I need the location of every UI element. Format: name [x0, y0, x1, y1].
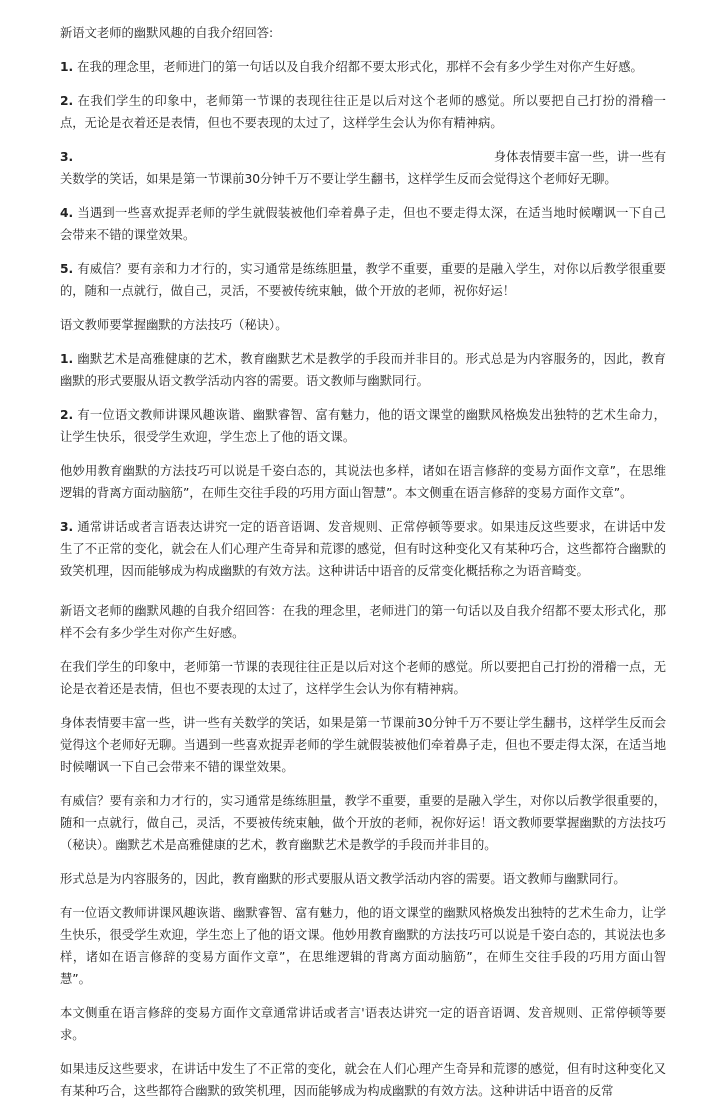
summary-paragraph: 本文侧重在语言修辞的变易方面作文章通常讲话或者言'语表达讲究一定的语音语调、发音规则、正常停顿等要求。 [60, 1006, 666, 1042]
item-number: 5. [60, 262, 74, 276]
summary-paragraph: 如果违反这些要求，在讲话中发生了不正常的变化，就会在人们心理产生奇异和荒谬的感觉，但有时这种变化又有某种巧合，这些都符合幽默的致笑机理，因而能够成为构成幽默的有效方法。这种讲话中语音的反常 [60, 1062, 666, 1098]
method-title: 语文教师要掌握幽默的方法技巧（秘诀）。 [60, 318, 288, 332]
item-number: 2. [60, 94, 74, 108]
item-number: 3. [60, 520, 74, 534]
item-number: 2. [60, 408, 74, 422]
intro-title: 新语文老师的幽默风趣的自我介绍回答: [60, 26, 274, 40]
method-item-3: 3. 通常讲话或者言语表达讲究一定的语音语调、发音规则、正常停顿等要求。如果违反这些要求，在讲话中发生了不正常的变化，就会在人们心理产生奇异和荒谬的感觉，但有时这种变化又有某种巧合，这些都符合幽默的致笑机理，因而能够成为构成幽默的有效方法。这种讲话中语音的反常变化概括称之为语音畸变。 [60, 520, 666, 578]
method-item-1: 1. 幽默艺术是高雅健康的艺术，教育幽默艺术是教学的手段而并非目的。形式总是为内容服务的，因此，教育幽默的形式要服从语文教学活动内容的需要。语文教师与幽默同行。 [60, 352, 666, 388]
list-item-2: 2. 在我们学生的印象中，老师第一节课的表现往往正是以后对这个老师的感觉。所以要把自己打扮的滑稽一点，无论是衣着还是表情，但也不要表现的太过了，这样学生会认为你有精神病。 [60, 94, 666, 130]
summary-paragraph: 形式总是为内容服务的，因此，教育幽默的形式要服从语文教学活动内容的需要。语文教师与幽默同行。 [60, 872, 626, 886]
summary-paragraph: 有威信？要有亲和力才行的，实习通常是练练胆量，教学不重要，重要的是融入学生，对你以后教学很重要的，随和一点就行，做自己，灵活，不要被传统束触，做个开放的老师，祝你好运！语文教师要掌握幽默的方法技巧（秘诀）。幽默艺术是高雅健康的艺术，教育幽默艺术是教学的手段而并非目的。 [60, 794, 666, 852]
item-number: 1. [60, 352, 74, 366]
summary-paragraph: 有一位语文教师讲课风趣诙谐、幽默睿智、富有魅力，他的语文课堂的幽默风格焕发出独特的艺术生命力，让学生快乐，很受学生欢迎，学生恋上了他的语文课。他妙用教育幽默的方法技巧可以说是千姿白态的，其说法也多样，诸如在语言修辞的变易方面作文章”，在思维逻辑的背离方面动脑筋”，在师生交往手段的巧用方面山智慧”。 [60, 906, 666, 986]
list-item-4: 4. 当遇到一些喜欢捉弄老师的学生就假装被他们牵着鼻子走，但也不要走得太深，在适当地时候嘲讽一下自己会带来不错的课堂效果。 [60, 206, 666, 242]
item-number: 3. [60, 150, 74, 164]
list-item-5: 5. 有威信？要有亲和力才行的，实习通常是练练胆量，教学不重要，重要的是融入学生，对你以后教学很重要的，随和一点就行，做自己，灵活，不要被传统束触，做个开放的老师，祝你好运！ [60, 262, 666, 298]
method-item-2: 2. 有一位语文教师讲课风趣诙谐、幽默睿智、富有魅力，他的语文课堂的幽默风格焕发出独特的艺术生命力，让学生快乐，很受学生欢迎，学生恋上了他的语文课。 [60, 408, 666, 444]
method-paragraph: 他妙用教育幽默的方法技巧可以说是千姿白态的，其说法也多样，诸如在语言修辞的变易方面作文章”，在思维逻辑的背离方面动脑筋”，在师生交往手段的巧用方面山智慧”。本文侧重在语言修辞的变易方面作文章”。 [60, 464, 666, 500]
item-number: 4. [60, 206, 74, 220]
summary-paragraph: 身体表情要丰富一些，讲一些有关数学的笑话，如果是第一节课前30分钟千万不要让学生翻书，这样学生反而会觉得这个老师好无聊。当遇到一些喜欢捉弄老师的学生就假装被他们牵着鼻子走，但也不要走得太深，在适当地时候嘲讽一下自己会带来不错的课堂效果。 [60, 716, 666, 774]
summary-paragraph: 新语文老师的幽默风趣的自我介绍回答：在我的理念里，老师进门的第一句话以及自我介绍都不要太形式化，那样不会有多少学生对你产生好感。 [60, 604, 666, 640]
document-body [60, 22, 666, 1102]
item-number: 1. [60, 60, 74, 74]
list-item-3: 3. 身体表情要丰富一些，讲一些有 关数学的笑话，如果是第一节课前30分钟千万不要让学生翻书，这样学生反而会觉得这个老师好无聊。 [60, 146, 666, 190]
summary-paragraph: 在我们学生的印象中，老师第一节课的表现往往正是以后对这个老师的感觉。所以要把自己打扮的滑稽一点，无论是衣着还是表情，但也不要表现的太过了，这样学生会认为你有精神病。 [60, 660, 666, 696]
list-item-1: 1. 在我的理念里，老师进门的第一句话以及自我介绍都不要太形式化，那样不会有多少学生对你产生好感。 [60, 60, 643, 74]
